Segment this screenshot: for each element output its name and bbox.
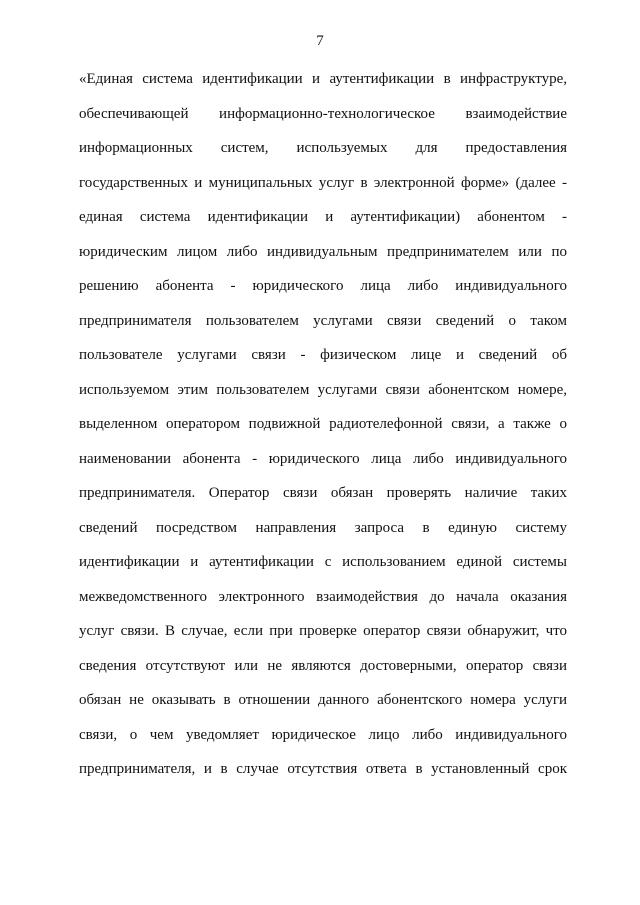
text-line: решению абонента - юридического лица либо индивидуального bbox=[79, 278, 567, 294]
text-line: выделенном оператором подвижной радиотелефонной связи, а также о bbox=[79, 416, 567, 432]
body-text bbox=[79, 66, 567, 791]
text-line: связи, о чем уведомляет юридическое лицо либо индивидуального bbox=[79, 726, 567, 743]
page-number: 7 bbox=[316, 33, 324, 49]
text-line: единая система идентификации и аутентификации) абонентом - bbox=[79, 209, 567, 225]
text-line: идентификации и аутентификации с использованием единой системы bbox=[79, 554, 567, 570]
text-line: услуг связи. В случае, если при проверке оператор связи обнаружит, что bbox=[79, 623, 567, 639]
text-line: сведений посредством направления запроса в единую систему bbox=[79, 519, 567, 536]
text-line: юридическим лицом либо индивидуальным предпринимателем или по bbox=[79, 243, 567, 260]
text-line: государственных и муниципальных услуг в электронной форме» (далее - bbox=[79, 174, 567, 191]
text-line: обеспечивающей информационно-технологическое взаимодействие bbox=[79, 105, 567, 122]
text-line: наименовании абонента - юридического лица либо индивидуального bbox=[79, 450, 567, 467]
text-line: сведения отсутствуют или не являются достоверными, оператор связи bbox=[79, 657, 567, 674]
text-line: пользователе услугами связи - физическом лице и сведений об bbox=[79, 347, 567, 363]
text-line: предпринимателя пользователем услугами связи сведений о таком bbox=[79, 312, 567, 329]
text-line: информационных систем, используемых для предоставления bbox=[79, 140, 567, 156]
text-line: используемом этим пользователем услугами связи абонентском номере, bbox=[79, 381, 567, 398]
text-line: предпринимателя. Оператор связи обязан проверять наличие таких bbox=[79, 485, 567, 501]
text-line: «Единая система идентификации и аутентификации в инфраструктуре, bbox=[79, 71, 567, 87]
text-line: предпринимателя, и в случае отсутствия ответа в установленный срок bbox=[79, 761, 567, 777]
text-line: межведомственного электронного взаимодействия до начала оказания bbox=[79, 588, 567, 605]
text-line: обязан не оказывать в отношении данного абонентского номера услуги bbox=[79, 692, 567, 708]
